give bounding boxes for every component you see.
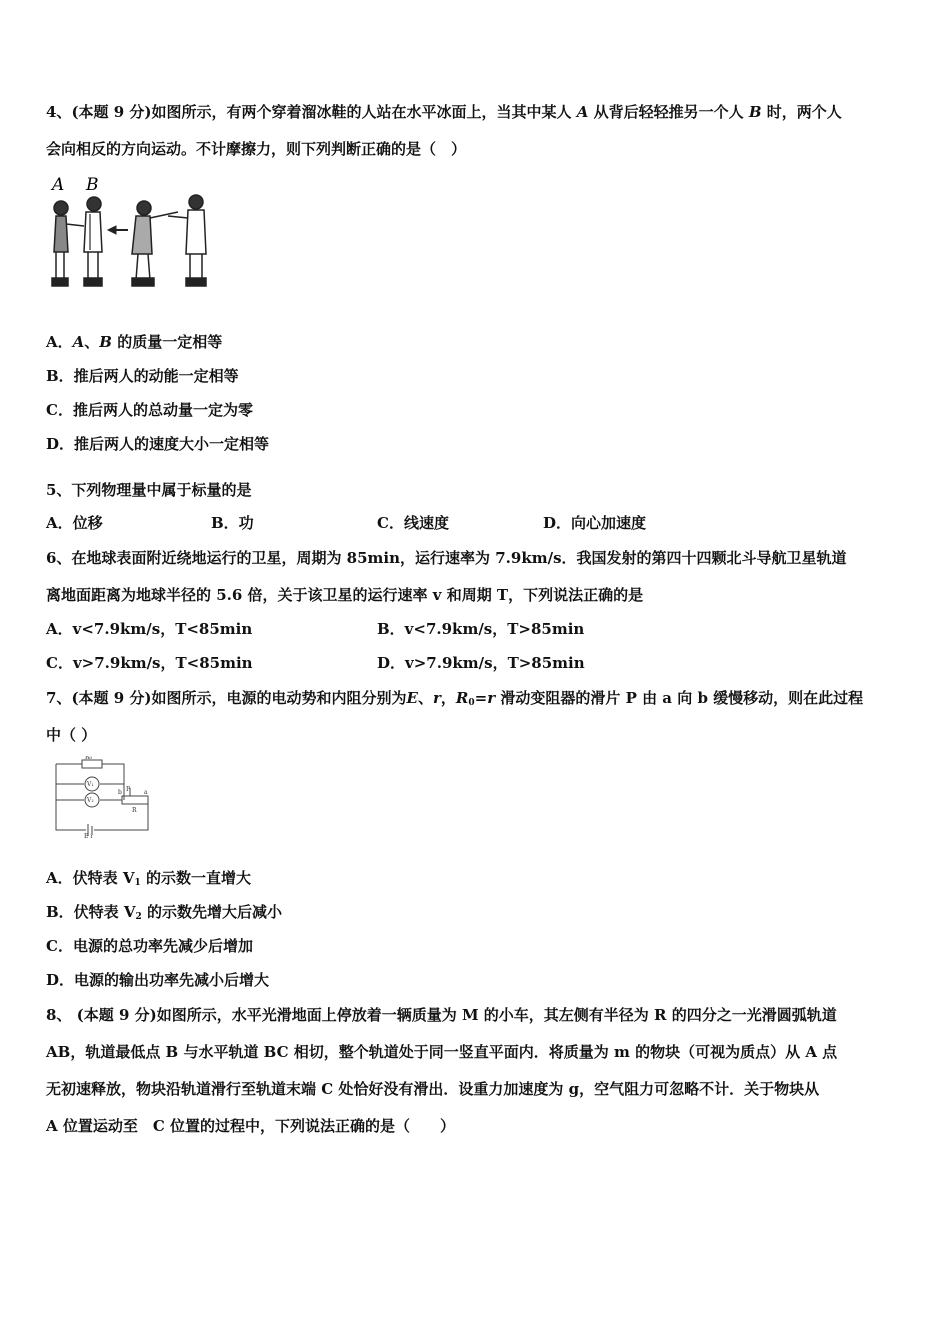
circuit-label-r0: R₀ (85, 756, 92, 761)
q4-option-a-text: 的质量一定相等 (111, 333, 223, 351)
q8-stem-line-3: 无初速释放，物块沿轨道滑行至轨道末端 C 处恰好没有滑出．设重力加速度为 g，空气阻力可忽略不计．关于物块从 (46, 1080, 820, 1098)
q4-option-a-sep: 、 (84, 333, 100, 351)
q5-option-a[interactable]: A．位移 (46, 514, 103, 532)
q8-stem-line-4: A 位置运动至 C 位置的过程中，下列说法正确的是（ ） (46, 1117, 456, 1135)
q7-stem-text: 如图所示，电源的电动势和内阻分别为 (151, 689, 407, 707)
circuit-label-r: R (132, 807, 137, 814)
q5-option-d[interactable]: D．向心加速度 (543, 514, 647, 532)
q4-stem-text: 如图所示，有两个穿着溜冰鞋的人站在水平冰面上，当其中某人 (151, 103, 577, 121)
q4-stem-line-1 (46, 102, 842, 122)
q7-option-a-post: 的示数一直增大 (140, 869, 251, 887)
q4-option-b[interactable]: B．推后两人的动能一定相等 (46, 367, 239, 385)
q4-number: 4、 (46, 103, 72, 121)
q4-score: (本题 9 分) (71, 103, 152, 121)
q7-number: 7、 (46, 689, 72, 707)
q6-option-c[interactable]: C．v>7.9km/s，T<85min (46, 654, 253, 672)
direction-arrow (108, 226, 128, 234)
q4-stem-text-3: 时，两个人 (761, 103, 842, 121)
q7-sep: 、 (417, 689, 433, 707)
q4-option-d[interactable]: D．推后两人的速度大小一定相等 (46, 435, 270, 453)
circuit-label-a: a (144, 789, 148, 796)
q4-option-c[interactable]: C．推后两人的总动量一定为零 (46, 401, 253, 419)
q7-option-b[interactable] (46, 902, 282, 927)
skater-leaning (132, 201, 178, 286)
q7-sep2: ， (440, 689, 456, 707)
figure-label-b: B (86, 175, 99, 195)
q7-option-b-sub: 2 (135, 912, 142, 922)
q5-stem: 5、下列物理量中属于标量的是 (46, 481, 252, 499)
q4-stem-line-2: 会向相反的方向运动。不计摩擦力，则下列判断正确的是（ ） (46, 140, 467, 158)
q6-stem-line-1: 6、在地球表面附近绕地运行的卫星，周期为 85min，运行速率为 7.9km/s．我国发射的第四十四颗北斗导航卫星轨道 (46, 549, 847, 567)
q4-var-a: A (576, 103, 589, 121)
q4-skaters-figure (46, 172, 226, 297)
q7-option-d[interactable]: D．电源的输出功率先减小后增大 (46, 971, 270, 989)
q7-option-c[interactable]: C．电源的总功率先减少后增加 (46, 937, 253, 955)
q8-stem-line-2: AB，轨道最低点 B 与水平轨道 BC 相切，整个轨道处于同一竖直平面内．将质量为 m 的物块（可视为质点）从 A 点 (46, 1043, 838, 1061)
q7-score: (本题 9 分) (71, 689, 152, 707)
q7-eq: = (474, 689, 488, 707)
q7-option-a[interactable] (46, 868, 251, 893)
skater-b (84, 197, 102, 286)
q4-option-a-label: A． (46, 333, 73, 351)
circuit-label-p: P (126, 786, 131, 793)
skater-pushing (168, 195, 206, 286)
q4-var-b: B (748, 103, 762, 121)
figure-label-a: A (52, 175, 65, 195)
skater-a (52, 201, 84, 286)
q7-var-r2: r (487, 689, 496, 707)
q7-stem-text-2: 滑动变阻器的滑片 P 由 a 向 b 缓慢移动，则在此过程 (495, 689, 864, 707)
q7-var-e: E (406, 689, 418, 707)
q5-option-c[interactable]: C．线速度 (377, 514, 449, 532)
q8-stem-line-1: 8、 (本题 9 分)如图所示，水平光滑地面上停放着一辆质量为 M 的小车，其左侧有半径为 R 的四分之一光滑圆弧轨道 (46, 1006, 837, 1024)
q4-stem-text-2: 从背后轻轻推另一个人 (588, 103, 749, 121)
q6-option-a[interactable]: A．v<7.9km/s，T<85min (46, 620, 253, 638)
q5-option-b[interactable]: B．功 (211, 514, 254, 532)
q7-var-r0: R (455, 689, 469, 707)
q7-option-a-pre: A．伏特表 V (46, 869, 135, 887)
q6-stem-line-2: 离地面距离为地球半径的 5.6 倍，关于该卫星的运行速率 v 和周期 T，下列说法正确的是 (46, 586, 644, 604)
q7-option-b-post: 的示数先增大后减小 (141, 903, 283, 921)
q7-circuit-figure (52, 756, 156, 838)
circuit-label-er: E r (84, 833, 94, 838)
q7-stem-line-1 (46, 688, 863, 713)
q6-option-d[interactable]: D．v>7.9km/s，T>85min (377, 654, 585, 672)
q7-option-a-sub: 1 (134, 878, 141, 888)
q4-option-a-var2: B (99, 333, 112, 351)
circuit-label-v2: V₂ (87, 797, 94, 804)
q7-option-b-pre: B．伏特表 V (46, 903, 136, 921)
circuit-label-v1: V₁ (87, 781, 94, 788)
q6-option-b[interactable]: B．v<7.9km/s，T>85min (377, 620, 585, 638)
q7-stem-line-2: 中（ ） (46, 726, 97, 744)
q4-option-a[interactable] (46, 332, 222, 352)
q7-var-r: r (432, 689, 441, 707)
q7-sub-0: 0 (468, 698, 475, 708)
q4-option-a-var1: A (72, 333, 85, 351)
circuit-label-b: b (118, 789, 122, 796)
